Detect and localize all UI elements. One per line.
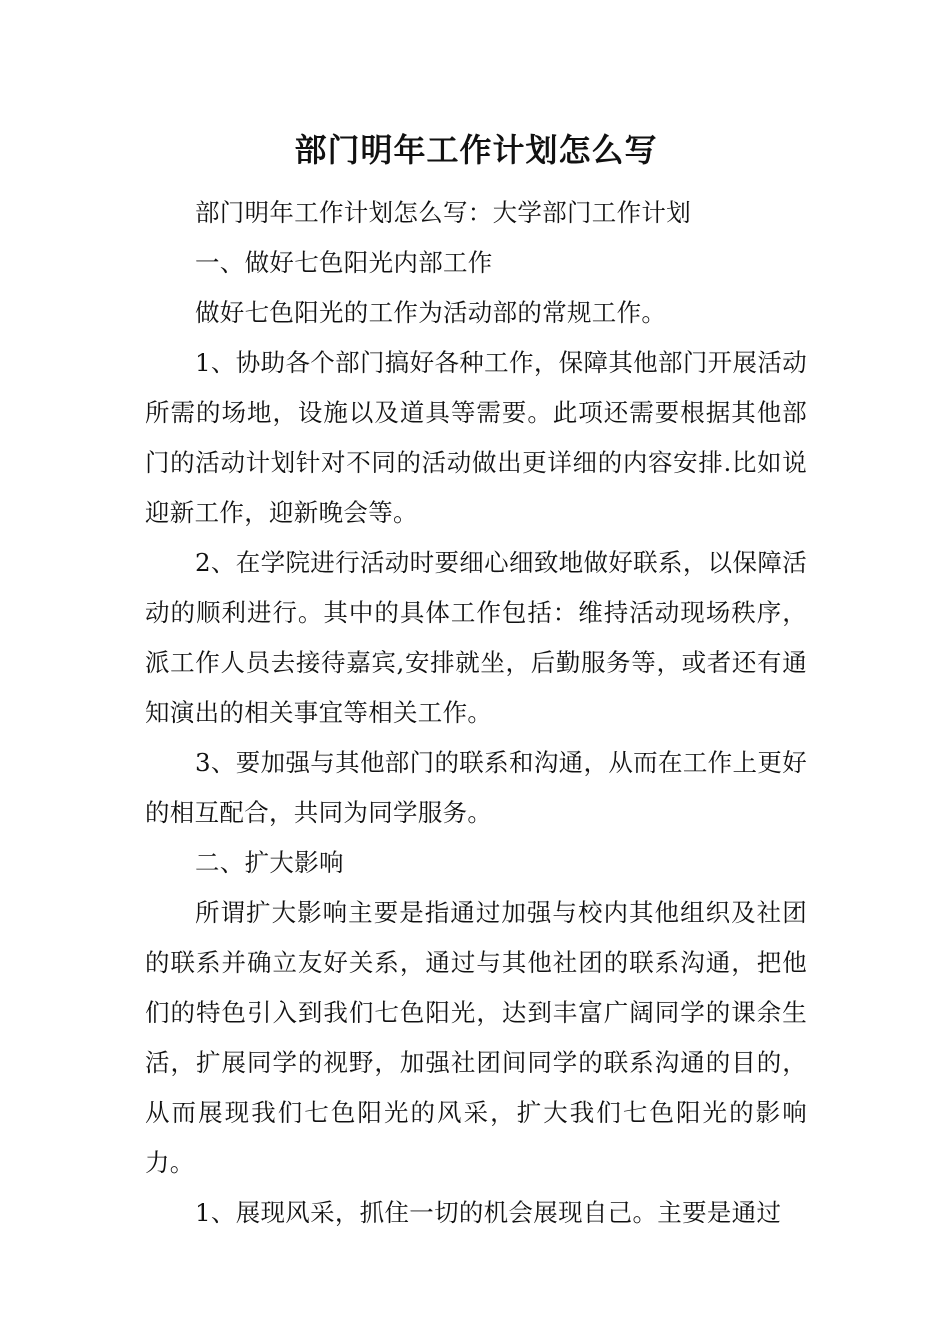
subtitle-paragraph: 部门明年工作计划怎么写：大学部门工作计划 [195,198,691,227]
section-heading-1: 一、做好七色阳光内部工作 [195,248,493,277]
body-paragraph: 做好七色阳光的工作为活动部的常规工作。 [195,298,667,327]
body-paragraph: 所谓扩大影响主要是指通过加强与校内其他组织及社团的联系并确立友好关系，通过与其他社团的联系沟通，把他们的特色引入到我们七色阳光，达到丰富广阔同学的课余生活，扩展同学的视野，加强社团间同学的联系沟通的目的，从而展现我们七色阳光的风采，扩大我们七色阳光的影响力。 [145,898,807,1177]
document-page [145,118,807,1238]
body-paragraph: 2、在学院进行活动时要细心细致地做好联系，以保障活动的顺利进行。其中的具体工作包括：维持活动现场秩序，派工作人员去接待嘉宾,安排就坐，后勤服务等，或者还有通知演出的相关事宜等相关工作。 [145,548,807,727]
body-paragraph: 3、要加强与其他部门的联系和沟通，从而在工作上更好的相互配合，共同为同学服务。 [145,748,807,827]
body-paragraph: 1、协助各个部门搞好各种工作，保障其他部门开展活动所需的场地，设施以及道具等需要。此项还需要根据其他部门的活动计划针对不同的活动做出更详细的内容安排.比如说迎新工作，迎新晚会等。 [145,348,807,527]
document-title: 部门明年工作计划怎么写 [294,131,658,169]
body-paragraph: 1、展现风采，抓住一切的机会展现自己。主要是通过 [195,1198,782,1227]
section-heading-2: 二、扩大影响 [195,848,344,877]
